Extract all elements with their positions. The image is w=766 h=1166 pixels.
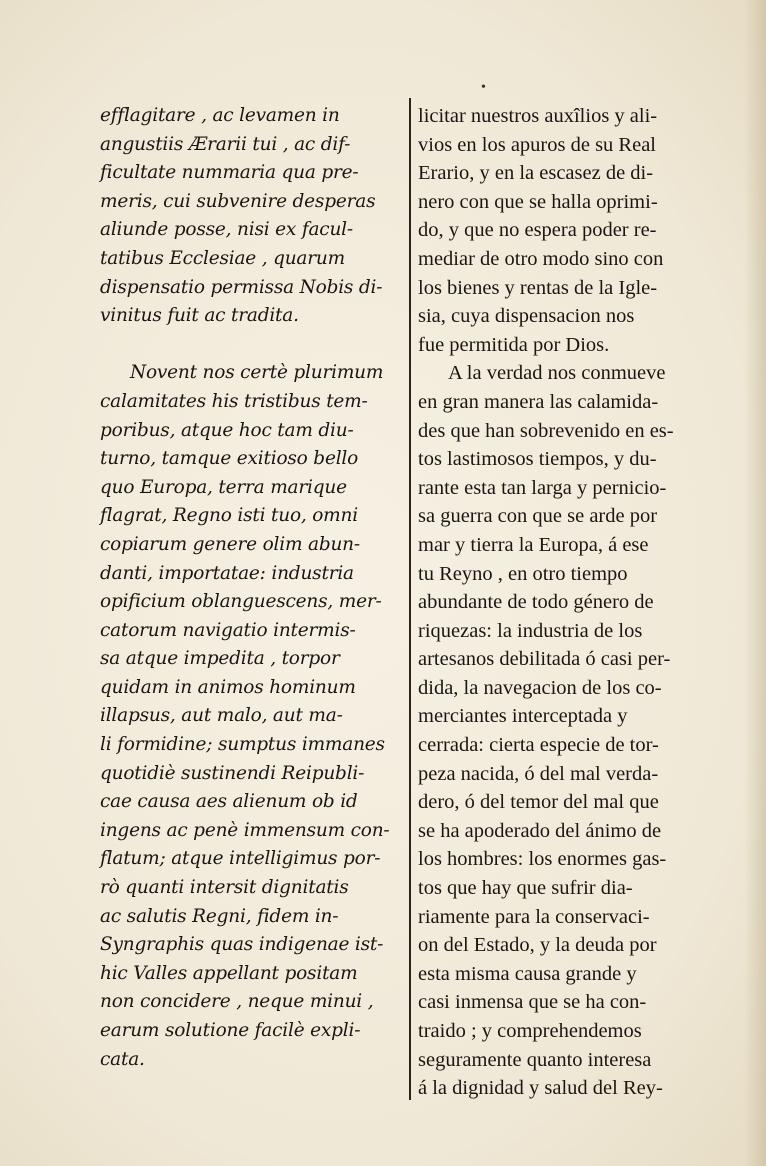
- text-line: tatibus Ecclesiae , quarum: [100, 247, 345, 269]
- text-line: turno, tamque exitioso bello: [100, 448, 359, 470]
- text-line: tos que hay que sufrir dia-: [418, 877, 633, 900]
- text-line: A la verdad nos conmueve: [448, 362, 666, 385]
- text-line: flatum; atque intelligimus por-: [100, 848, 381, 870]
- text-line: calamitates his tristibus tem-: [100, 390, 368, 412]
- text-line: dida, la navegacion de los co-: [418, 676, 662, 699]
- text-line: opificium oblanguescens, mer-: [100, 591, 382, 613]
- text-line: vinitus fuit ac tradita.: [100, 305, 299, 327]
- text-line: dispensatio permissa Nobis di-: [100, 276, 383, 298]
- text-line: fue permitida por Dios.: [418, 333, 610, 356]
- text-line: tos lastimosos tiempos, y du-: [418, 448, 657, 471]
- latin-column: [100, 102, 400, 1074]
- text-line: ficultate nummaria qua pre-: [100, 162, 359, 184]
- text-line: poribus, atque hoc tam diu-: [100, 419, 354, 441]
- text-line: Novent nos certè plurimum: [130, 362, 384, 384]
- text-line: catorum navigatio intermis-: [100, 619, 356, 641]
- text-line: cae causa aes alienum ob id: [100, 791, 358, 813]
- text-line: mar y tierra la Europa, á ese: [418, 533, 649, 556]
- page-edge-shadow: [744, 0, 766, 1166]
- text-line: seguramente quanto interesa: [418, 1048, 652, 1071]
- text-line: á la dignidad y salud del Rey-: [418, 1077, 663, 1100]
- text-line: sia, cuya dispensacion nos: [418, 305, 635, 328]
- text-line: tu Reyno , en otro tiempo: [418, 562, 628, 585]
- text-line: quidam in animos hominum: [100, 676, 356, 698]
- paragraph-gap: [100, 331, 400, 360]
- text-line: des que han sobrevenido en es-: [418, 419, 674, 442]
- text-line: danti, importatae: industria: [100, 562, 354, 584]
- text-line: licitar nuestros auxîlios y ali-: [418, 105, 658, 127]
- text-line: sa atque impedita , torpor: [100, 648, 340, 670]
- text-line: ac salutis Regni, fidem in-: [100, 905, 339, 927]
- text-line: riamente para la conservaci-: [418, 905, 650, 928]
- text-line: flagrat, Regno isti tuo, omni: [100, 505, 358, 527]
- text-line: li formidine; sumptus immanes: [100, 734, 385, 756]
- text-line: efflagitare , ac levamen in: [100, 105, 340, 126]
- text-line: artesanos debilitada ó casi per-: [418, 648, 671, 671]
- text-line: casi inmensa que se ha con-: [418, 991, 647, 1014]
- text-line: dero, ó del temor del mal que: [418, 791, 659, 814]
- text-line: abundante de todo género de: [418, 591, 654, 614]
- text-line: nero con que se halla oprimi-: [418, 190, 658, 213]
- text-line: on del Estado, y la deuda por: [418, 934, 657, 957]
- text-line: rante esta tan larga y pernicio-: [418, 476, 667, 499]
- text-line: peza nacida, ó del mal verda-: [418, 762, 659, 785]
- spanish-paragraph-1: [418, 102, 723, 359]
- column-divider: [409, 98, 411, 1100]
- text-line: se ha apoderado del ánimo de: [418, 819, 662, 842]
- text-line: traido ; y comprehendemos: [418, 1020, 642, 1042]
- text-line: los hombres: los enormes gas-: [418, 848, 667, 871]
- text-line: earum solutione facilè expli-: [100, 1020, 361, 1041]
- text-line: cerrada: cierta especie de tor-: [418, 734, 659, 757]
- text-line: angustiis Ærarii tui , ac dif-: [100, 133, 351, 155]
- text-line: copiarum genere olim abun-: [100, 533, 360, 555]
- spanish-column: [418, 102, 723, 1103]
- text-line: meris, cui subvenire desperas: [100, 190, 376, 212]
- text-line: quotidiè sustinendi Reipubli-: [100, 762, 365, 784]
- latin-paragraph-2: [100, 359, 400, 1074]
- text-line: riquezas: la industria de los: [418, 619, 643, 642]
- text-line: Erario, y en la escasez de di-: [418, 162, 654, 185]
- spanish-paragraph-2: [418, 359, 723, 1102]
- text-line: en gran manera las calamida-: [418, 390, 659, 413]
- text-line: mediar de otro modo sino con: [418, 247, 664, 270]
- text-line: Syngraphis quas indigenae ist-: [100, 934, 384, 956]
- text-line: illapsus, aut malo, aut ma-: [100, 705, 343, 727]
- text-line: esta misma causa grande y: [418, 962, 637, 985]
- text-line: do, y que no espera poder re-: [418, 219, 657, 242]
- text-line: los bienes y rentas de la Igle-: [418, 276, 658, 299]
- text-line: hic Valles appellant positam: [100, 962, 358, 984]
- text-line: quo Europa, terra marique: [100, 476, 347, 498]
- page-mark: •: [481, 80, 486, 95]
- text-line: ingens ac penè immensum con-: [100, 819, 390, 841]
- text-line: vios en los apuros de su Real: [418, 133, 656, 156]
- latin-paragraph-1: [100, 102, 400, 331]
- text-line: cata.: [100, 1048, 145, 1070]
- text-line: non concidere , neque minui ,: [100, 991, 374, 1013]
- text-line: aliunde posse, nisi ex facul-: [100, 219, 353, 241]
- text-line: rò quanti intersit dignitatis: [100, 877, 349, 899]
- text-line: sa guerra con que se arde por: [418, 505, 658, 528]
- text-line: merciantes interceptada y: [418, 705, 628, 728]
